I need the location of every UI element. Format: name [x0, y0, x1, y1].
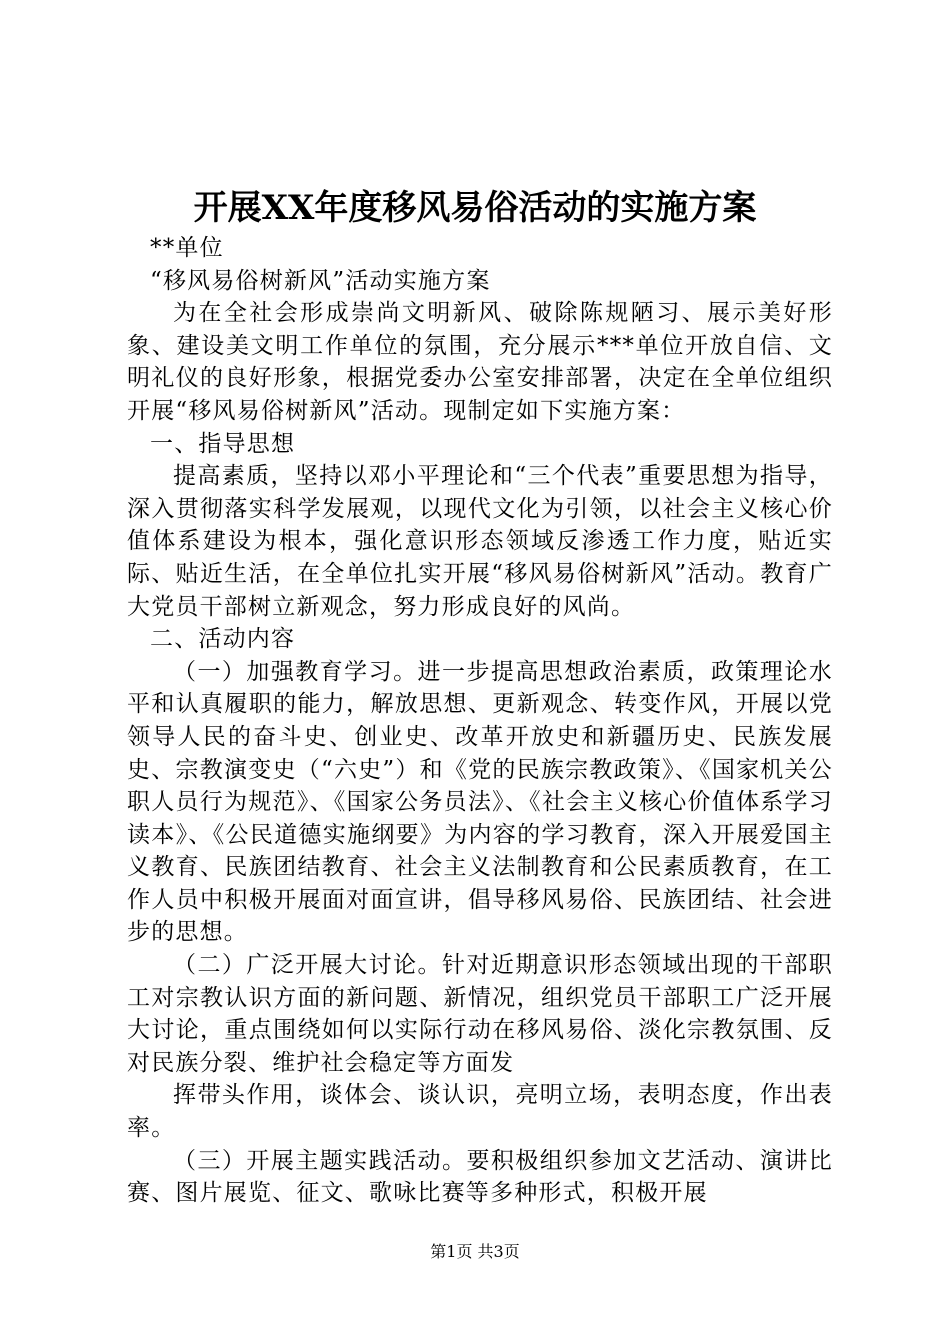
document-title: 开展XX年度移风易俗活动的实施方案: [193, 188, 757, 228]
document-body: [127, 232, 833, 1210]
section-heading-activity-content: 二、活动内容: [150, 626, 296, 653]
page-number: 第1页 共3页: [430, 1242, 520, 1261]
paragraph-item-2: （二）广泛开展大讨论。针对近期意识形态领域出现的干部职工对宗教认识方面的新问题、新情况，组织党员干部职工广泛开展大讨论，重点围绕如何以实际行动在移风易俗、淡化宗教氛围、反对民族分裂、维护社会稳定等方面发: [127, 952, 833, 1076]
paragraph-intro: 为在全社会形成崇尚文明新风、破除陈规陋习、展示美好形象、建设美文明工作单位的氛围，充分展示***单位开放自信、文明礼仪的良好形象，根据党委办公室安排部署，决定在全单位组织开展“移风易俗树新风”活动。现制定如下实施方案：: [127, 300, 833, 424]
paragraph-subtitle: “移风易俗树新风”活动实施方案: [150, 267, 491, 294]
paragraph-unit: **单位: [150, 235, 224, 261]
paragraph-item-1: （一）加强教育学习。进一步提高思想政治素质，政策理论水平和认真履职的能力，解放思想、更新观念、转变作风，开展以党领导人民的奋斗史、创业史、改革开放史和新疆历史、民族发展史、宗教演变史（“六史”）和《党的民族宗教政策》、《国家机关公职人员行为规范》、《国家公务员法》、《社会主义核心价值体系学习读本》、《公民道德实施纲要》为内容的学习教育，深入开展爱国主义教育、民族团结教育、社会主义法制教育和公民素质教育，在工作人员中积极开展面对面宣讲，倡导移风易俗、民族团结、社会进步的思想。: [127, 658, 833, 946]
paragraph-item-2-continued: 挥带头作用，谈体会、谈认识，亮明立场，表明态度，作出表率。: [127, 1082, 833, 1142]
paragraph-item-3: （三）开展主题实践活动。要积极组织参加文艺活动、演讲比赛、图片展览、征文、歌咏比赛等多种形式，积极开展: [127, 1147, 833, 1207]
paragraph-guiding-ideology: 提高素质，坚持以邓小平理论和“三个代表”重要思想为指导，深入贯彻落实科学发展观，以现代文化为引领，以社会主义核心价值体系建设为根本，强化意识形态领域反渗透工作力度，贴近实际、贴近生活，在全单位扎实开展“移风易俗树新风”活动。教育广大党员干部树立新观念，努力形成良好的风尚。: [127, 463, 833, 620]
section-heading-guiding-ideology: 一、指导思想: [150, 430, 296, 457]
